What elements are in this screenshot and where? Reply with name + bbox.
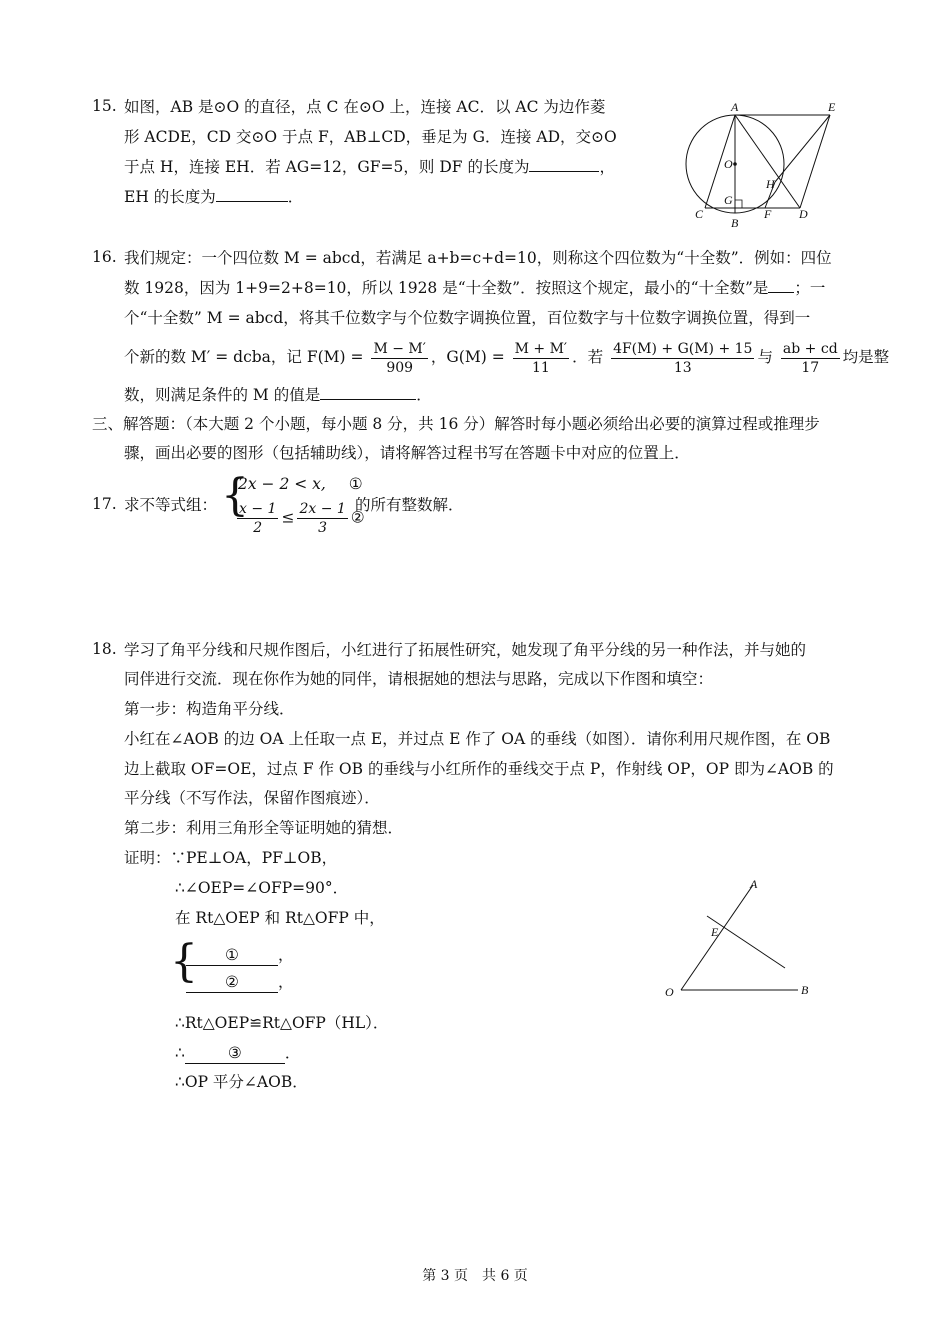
proof-line-2: ∴∠OEP=∠OFP=90°． — [175, 879, 349, 897]
q16-line-4 — [124, 337, 889, 377]
blank-1-mark: ① — [225, 946, 239, 964]
segment-ad — [735, 115, 800, 208]
q16-line-5-text: 数，则满足条件的 M 的值是 — [124, 386, 321, 404]
proof-blank-row-1 — [186, 945, 294, 966]
q18-line-6: 平分线（不写作法，保留作图痕迹）． — [124, 789, 380, 807]
q18-line-7: 第二步：利用三角形全等证明她的猜想． — [124, 819, 404, 837]
frac3-den: 13 — [673, 359, 692, 376]
q16-text-a: 个新的数 M′ = dcba，记 F(M) = — [124, 348, 364, 366]
q16-text-b: ，G(M) = — [430, 348, 505, 366]
right-angle-g — [735, 200, 742, 208]
section3-line-2: 骤，画出必要的图形（包括辅助线），请将解答过程书写在答题卡中对应的位置上． — [124, 444, 690, 462]
ineq2-left-den: 2 — [253, 520, 263, 536]
q16-line-1: 我们规定：一个四位数 M = abcd，若满足 a+b=c+d=10，则称这个四位数为“十全数”．例如：四位 — [124, 249, 832, 267]
q15-line-2: 形 ACDE，CD 交⊙O 于点 F，AB⊥CD，垂足为 G．连接 AD，交⊙O — [124, 128, 617, 146]
frac3-num: 4F(M) + G(M) + 15 — [613, 340, 753, 357]
proof-blank-3[interactable] — [185, 1043, 285, 1064]
ineq2-right-frac — [297, 500, 347, 537]
blank-2-comma: ， — [278, 973, 294, 991]
center-dot — [733, 162, 737, 166]
ineq2-mark: ② — [350, 508, 365, 527]
q16-line-2 — [124, 278, 825, 298]
frac1-den: 909 — [386, 359, 414, 376]
fraction-f-of-m — [371, 340, 427, 377]
ineq1-mark: ① — [348, 475, 363, 493]
perpendicular-at-e — [707, 916, 785, 968]
proof-line-4: ∴Rt△OEP≌Rt△OFP（HL）． — [175, 1014, 389, 1032]
q16-text-c: ．若 — [572, 348, 604, 366]
blank-1-comma: ， — [278, 946, 294, 964]
q15-line-3-end: ， — [599, 158, 615, 176]
proof-line-5-prefix: ∴ — [175, 1044, 185, 1062]
q17-prefix: 求不等式组： — [124, 496, 218, 514]
segment-ed — [800, 115, 830, 208]
q17-suffix: 的所有整数解． — [355, 496, 464, 514]
frac4-den: 17 — [801, 359, 820, 376]
q16-answer-blank-2[interactable] — [320, 399, 416, 400]
q16-line-5-end: ． — [416, 386, 432, 404]
frac2-den: 11 — [531, 359, 550, 376]
q16-line-2-text: 数 1928，因为 1+9=2+8=10，所以 1928 是“十全数”．按照这个规定，最小的“十全数”是 — [124, 279, 769, 297]
proof-line-5-end: ． — [284, 1044, 301, 1062]
label-o: O — [665, 985, 674, 999]
frac2-num: M + M′ — [514, 340, 568, 357]
proof-line-1: 证明：∵PE⊥OA，PF⊥OB， — [124, 849, 338, 867]
proof-blank-1[interactable] — [186, 945, 278, 966]
q18-line-2: 同伴进行交流．现在你作为她的同伴，请根据她的想法与思路，完成以下作图和填空： — [124, 670, 714, 688]
q15-number: 15. — [92, 97, 117, 115]
q18-figure — [655, 870, 825, 1005]
ineq2-le: ≤ — [281, 508, 295, 527]
proof-line-6: ∴OP 平分∠AOB． — [175, 1073, 308, 1091]
q18-line-5: 边上截取 OF=OE，过点 F 作 OB 的垂线与小红所作的垂线交于点 P，作射线 OP，OP 即为∠AOB 的 — [124, 760, 834, 778]
q15-line-4-end: ． — [287, 188, 304, 206]
q16-line-5 — [124, 385, 432, 405]
q16-text-d: 与 — [757, 348, 773, 366]
frac4-num: ab + cd — [782, 340, 838, 357]
label-a: A — [750, 877, 758, 891]
ineq2-right-num: 2x − 1 — [299, 501, 346, 517]
label-c: C — [695, 207, 704, 221]
q18-number: 18. — [92, 640, 117, 658]
q16-text-e: 均是整 — [842, 348, 890, 366]
q18-line-4: 小红在∠AOB 的边 OA 上任取一点 E，并过点 E 作了 OA 的垂线（如图）．请你利用尺规作图，在 OB — [124, 730, 831, 748]
q17-inequality-1 — [238, 474, 363, 494]
q15-line-4 — [124, 187, 303, 207]
q15-figure — [680, 100, 850, 230]
label-b: B — [801, 983, 809, 997]
q15-line-4-text: EH 的长度为 — [124, 188, 216, 206]
system-brace: { — [221, 470, 249, 521]
label-b: B — [731, 216, 739, 230]
q16-line-2-end: ；一 — [794, 279, 826, 297]
page-footer: 第 3 页 共 6 页 — [422, 1268, 528, 1284]
q16-number: 16. — [92, 248, 117, 266]
q15-line-1: 如图，AB 是⊙O 的直径，点 C 在⊙O 上，连接 AC．以 AC 为边作菱 — [124, 98, 606, 116]
label-h: H — [766, 177, 775, 191]
proof-blank-row-2 — [186, 972, 294, 993]
label-f: F — [764, 207, 772, 221]
q17-number: 17. — [92, 495, 117, 513]
blank-2-mark: ② — [225, 973, 239, 991]
q18-line-3: 第一步：构造角平分线． — [124, 700, 295, 718]
blank-3-mark: ③ — [227, 1044, 242, 1062]
proof-line-5 — [175, 1043, 300, 1064]
label-g: G — [724, 193, 733, 207]
q17-inequality-2 — [234, 500, 365, 537]
q15-line-3-text: 于点 H，连接 EH．若 AG=12，GF=5，则 DF 的长度为 — [124, 158, 530, 176]
fraction-g-of-m — [513, 340, 569, 377]
q15-answer-blank-2[interactable] — [216, 201, 288, 202]
fraction-ab-cd — [781, 340, 840, 377]
ineq2-left-num: x − 1 — [239, 501, 277, 517]
q15-answer-blank-1[interactable] — [529, 171, 599, 172]
ineq2-left-frac — [237, 500, 278, 537]
proof-line-3: 在 Rt△OEP 和 Rt△OFP 中， — [175, 909, 385, 927]
fraction-combined — [611, 340, 754, 377]
ineq2-right-den: 3 — [318, 520, 328, 536]
q16-line-3: 个“十全数” M = abcd，将其千位数字与个位数字调换位置，百位数字与十位数字调换位置，得到一 — [124, 309, 811, 327]
label-e: E — [711, 925, 719, 939]
ineq1-text: 2x − 2 < x, — [238, 475, 326, 493]
q18-line-1: 学习了角平分线和尺规作图后，小红进行了拓展性研究，她发现了角平分线的另一种作法，并与她的 — [124, 641, 807, 659]
label-d: D — [799, 207, 808, 221]
section3-heading: 三、解答题：（本大题 2 个小题，每小题 8 分，共 16 分）解答时每小题必须给出必要的演算过程或推理步 — [92, 415, 820, 433]
proof-blank-2[interactable] — [186, 972, 278, 993]
q15-line-3 — [124, 157, 615, 177]
proof-brace: { — [170, 936, 198, 987]
segment-eh — [775, 115, 830, 182]
frac1-num: M − M′ — [373, 340, 426, 357]
label-o: O — [724, 157, 733, 171]
q16-answer-blank-1[interactable] — [768, 292, 794, 293]
label-a: A — [731, 100, 739, 114]
label-e: E — [828, 100, 836, 114]
